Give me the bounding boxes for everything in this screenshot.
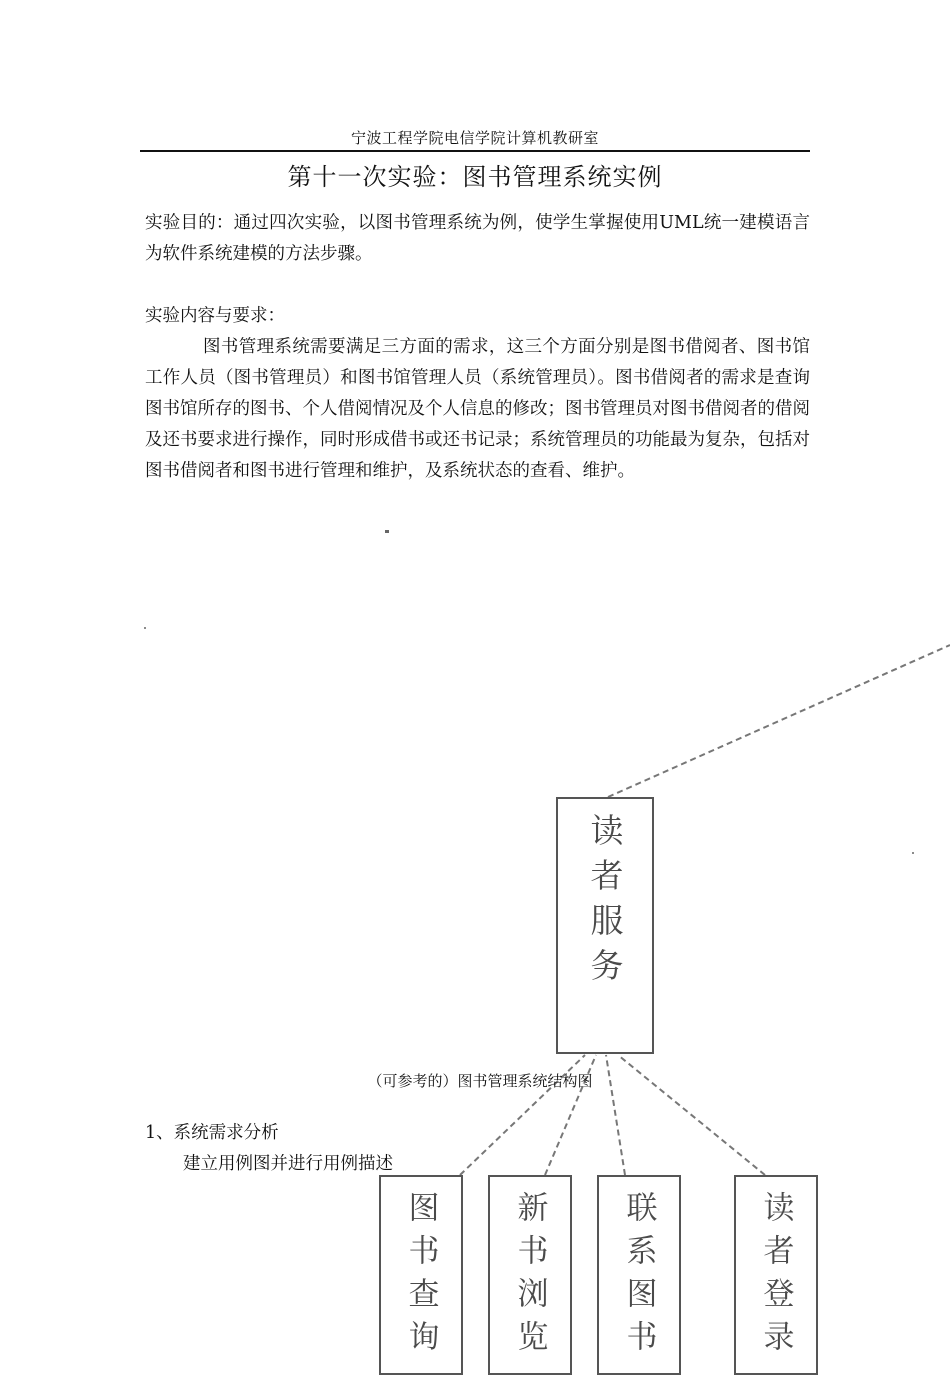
diagram-child-label: 联系图书 — [620, 1191, 657, 1363]
diagram-root-label: 读者服务 — [585, 813, 625, 993]
requirements-paragraph: 图书管理系统需要满足三方面的需求，这三个方面分别是图书借阅者、图书馆工作人员（图书管理员）和图书馆管理人员（系统管理员）。图书借阅者的需求是查询图书馆所存的图书、个人借阅情况及个人信息的修改；图书管理员对图书借阅者的借阅及还书要求进行操作，同时形成借书或还书记录；系统管理员的功能最为复杂，包括对图书借阅者和图书进行管理和维护，及系统状态的查看、维护。 — [145, 337, 810, 481]
diagram-child-box — [597, 1175, 681, 1375]
purpose-paragraph: 实验目的：通过四次实验，以图书管理系统为例，使学生掌握使用UML统一建模语言为软件系统建模的方法步骤。 — [145, 213, 810, 264]
diagram-child-label: 读者登录 — [757, 1191, 794, 1363]
section-heading: 1、系统需求分析 — [145, 1123, 279, 1143]
requirements-heading: 实验内容与要求： — [145, 306, 285, 326]
header-rule — [140, 150, 810, 152]
scan-speck — [385, 530, 389, 533]
diagram-caption: （可参考的）图书管理系统结构图 — [367, 1072, 593, 1090]
page-header: 宁波工程学院电信学院计算机教研室 — [350, 129, 599, 147]
diagram-child-box — [379, 1175, 463, 1375]
scan-speck — [144, 627, 146, 629]
connector-root-up — [608, 645, 950, 797]
diagram-child-label: 新书浏览 — [511, 1191, 548, 1363]
diagram-root-box — [556, 797, 654, 1054]
scan-speck — [912, 852, 914, 854]
section-subheading: 建立用例图并进行用例描述 — [183, 1154, 393, 1174]
diagram-child-box — [488, 1175, 572, 1375]
page-title: 第十一次实验：图书管理系统实例 — [287, 163, 663, 191]
diagram-child-box — [734, 1175, 818, 1375]
diagram-child-label: 图书查询 — [402, 1191, 439, 1363]
